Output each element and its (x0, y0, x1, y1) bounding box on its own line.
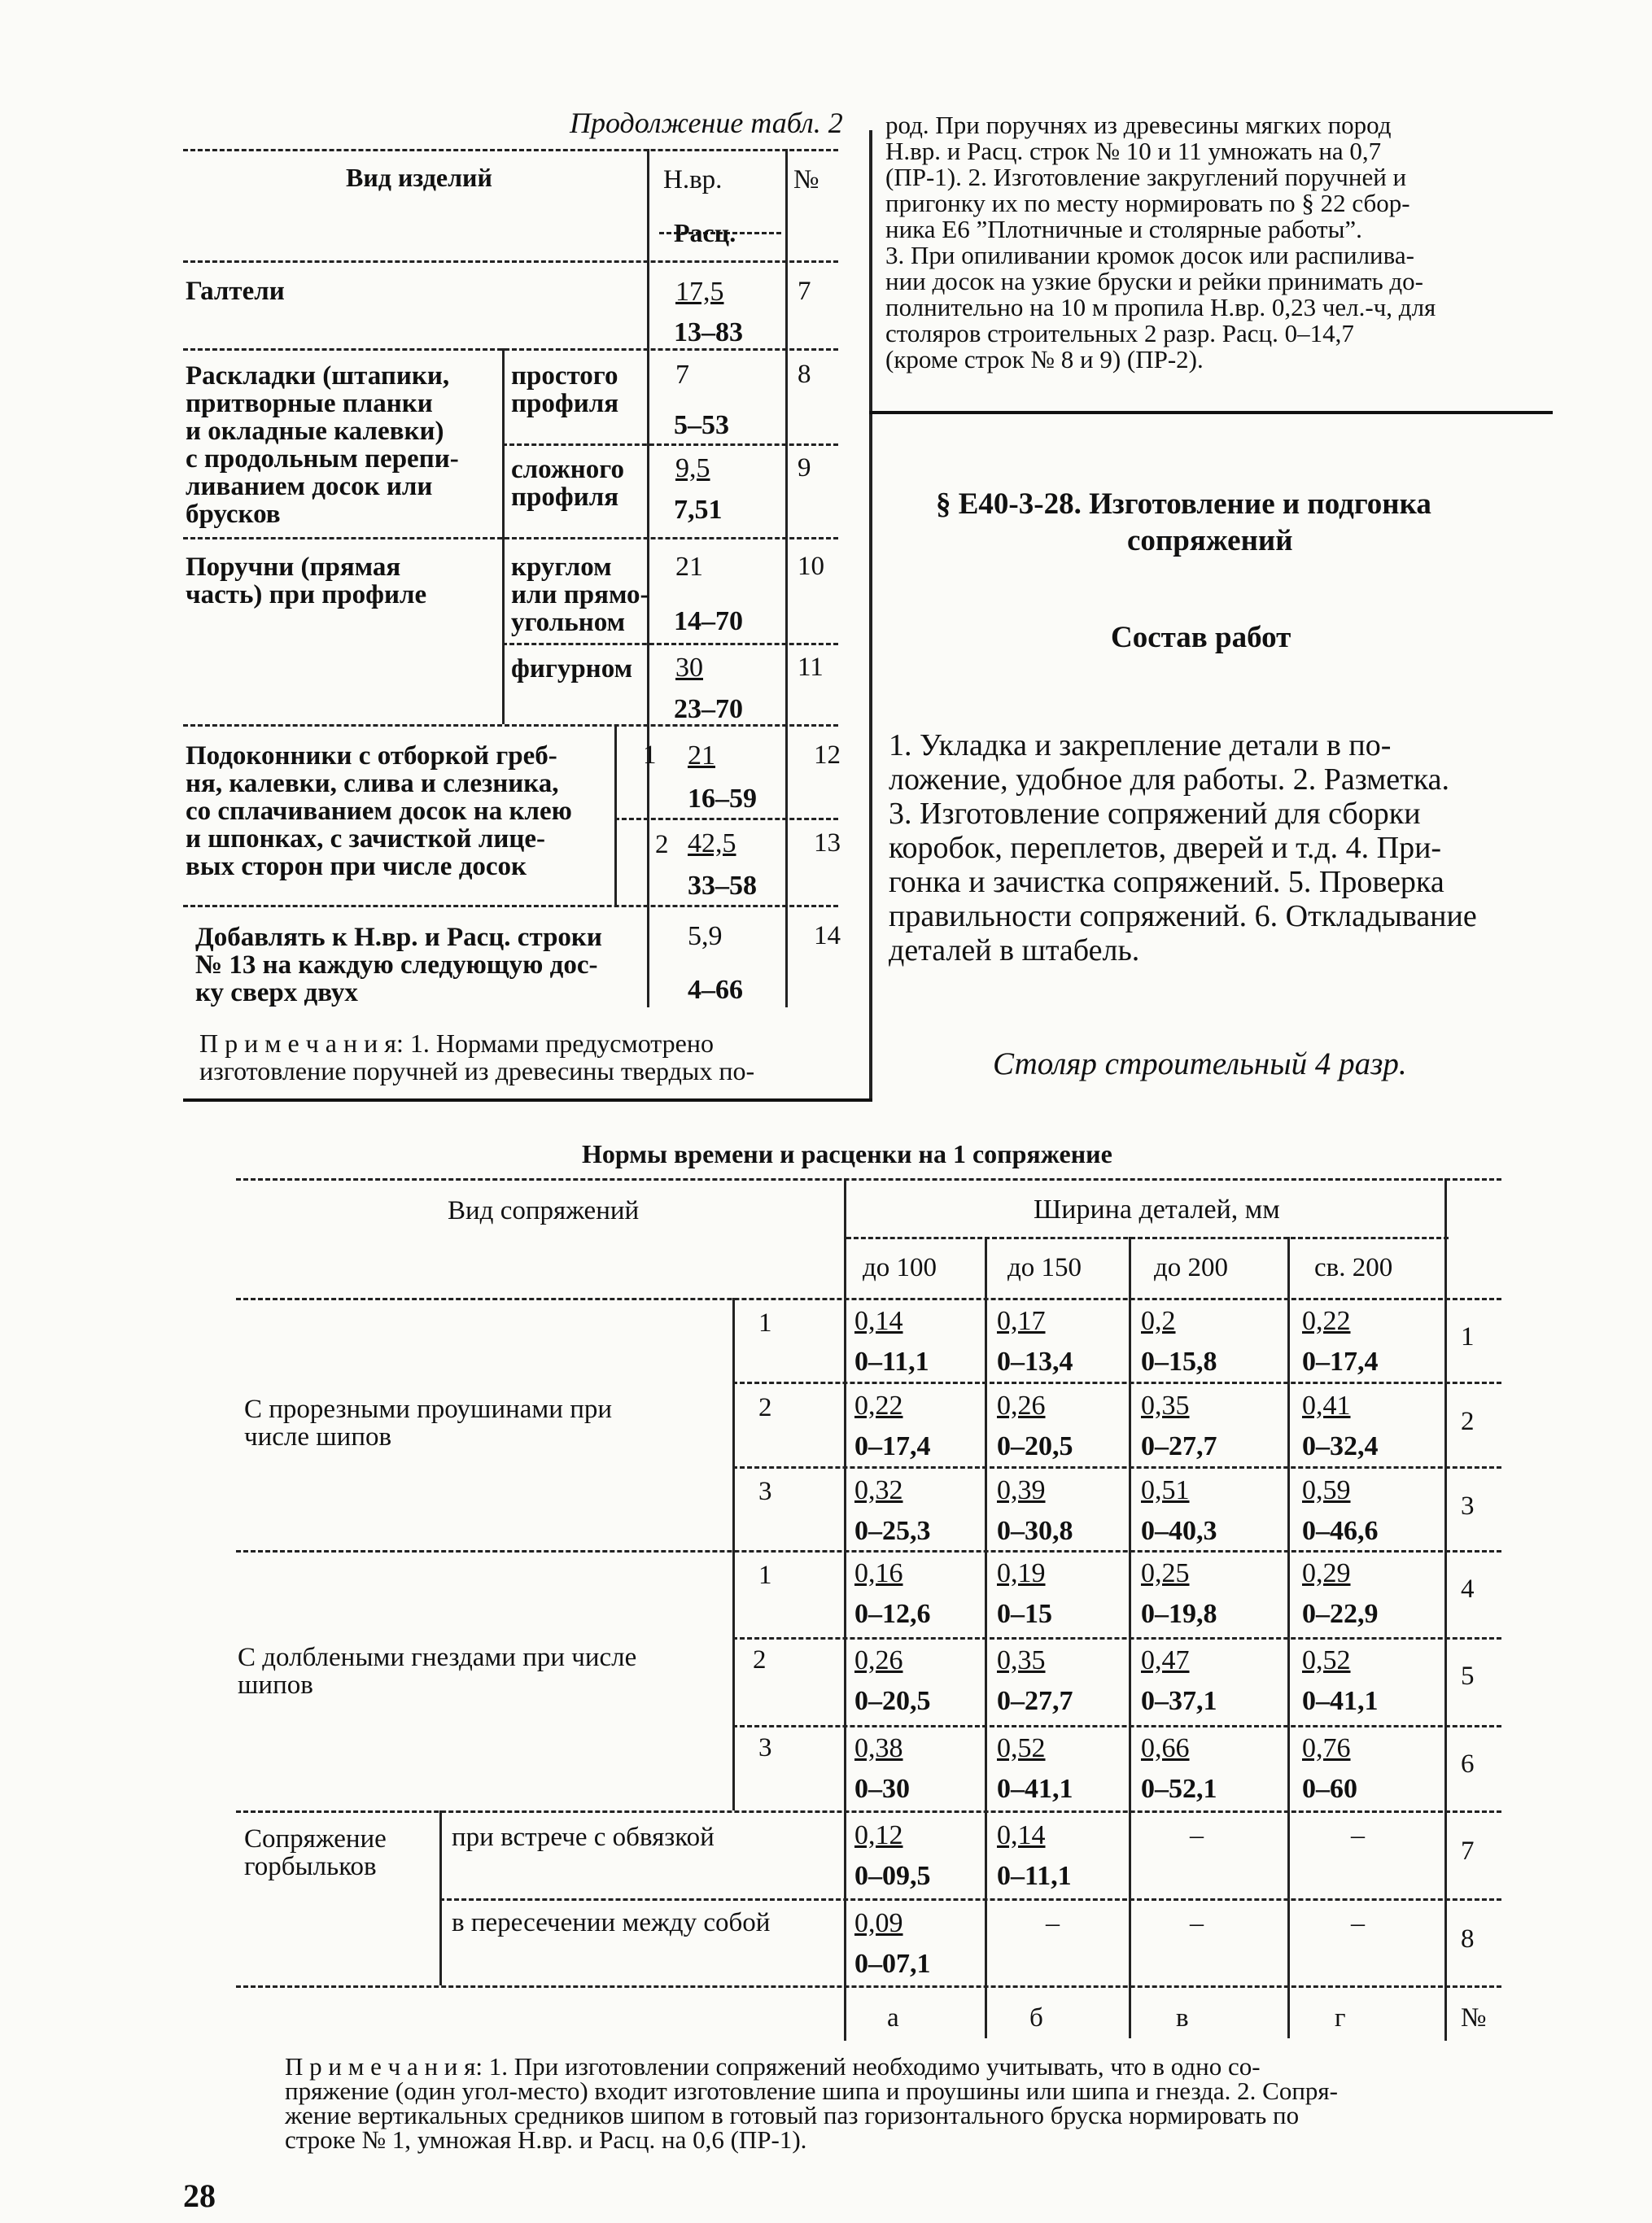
norm-time-value: 0,47 (1141, 1645, 1190, 1675)
row-num: 8 (798, 360, 811, 389)
norm-time-value: 0,26 (997, 1391, 1046, 1421)
norm-time-value: – (1190, 1908, 1204, 1938)
rate-value: 0–11,1 (854, 1347, 929, 1377)
norm-time-value: – (1046, 1908, 1060, 1938)
sub-num: 1 (758, 1561, 772, 1590)
rate-value: 0–20,5 (854, 1686, 931, 1716)
row-num: 12 (814, 740, 841, 770)
footer-letter: а (887, 2003, 899, 2033)
nvr-cell: 30 (675, 653, 703, 683)
rate-value: 0–09,5 (854, 1861, 931, 1891)
group-name: С прорезными проушинами при числе шипов (244, 1395, 613, 1452)
row-name: Галтели (186, 277, 285, 306)
rate-value: 0–12,6 (854, 1599, 931, 1629)
rasc-cell: 4–66 (688, 975, 743, 1005)
norm-time-value: 0,52 (1302, 1645, 1351, 1675)
norm-time-value: 0,76 (1302, 1733, 1351, 1763)
row-num: 10 (798, 552, 824, 581)
row-name: Подоконники с отборкой греб- ня, калевки, слива и слезника, со сплачиванием досок на клею и шпонках, с зачисткой лице- вых сторон при числе досок (186, 741, 572, 881)
norm-time-value: 0,38 (854, 1733, 903, 1763)
rate-value: 0–19,8 (1141, 1599, 1217, 1629)
rate-value: 0–17,4 (1302, 1347, 1379, 1377)
rasc-cell: 23–70 (674, 694, 743, 724)
gorb-name: Сопряжение горбыльков (244, 1824, 387, 1881)
row-sub: 2 (655, 830, 669, 859)
nvr-cell: 42,5 (688, 828, 736, 858)
norm-time-value: 0,22 (1302, 1306, 1351, 1336)
page-number: 28 (183, 2177, 216, 2214)
rate-value: 0–32,4 (1302, 1431, 1379, 1461)
norm-time-value: 0,2 (1141, 1306, 1176, 1336)
table-caption: Продолжение табл. 2 (570, 107, 843, 139)
nvr-cell: 7 (675, 360, 689, 390)
rasc-cell: 7,51 (674, 495, 723, 525)
top-notes: П р и м е ч а н и я: 1. Нормами предусмотрено изготовление поручней из древесины твердых по- (199, 1029, 755, 1085)
rasc-cell: 5–53 (674, 410, 729, 440)
rasc-cell: 14–70 (674, 606, 743, 636)
rate-value: 0–52,1 (1141, 1774, 1217, 1804)
row-number: 6 (1461, 1749, 1475, 1779)
rasc-cell: 16–59 (688, 784, 757, 814)
norm-time-value: 0,22 (854, 1391, 903, 1421)
bottom-title: Нормы времени и расценки на 1 сопряжение (582, 1139, 1112, 1168)
row-number: 5 (1461, 1662, 1475, 1691)
row-sub: 1 (643, 740, 657, 770)
row-name: Раскладки (штапики, притворные планки и окладные калевки) с продольным перепи- ливанием досок или брусков (186, 361, 459, 529)
sub-num: 3 (758, 1733, 772, 1762)
norm-time-value: 0,66 (1141, 1733, 1190, 1763)
norm-time-value: 0,12 (854, 1820, 903, 1850)
row-number: 1 (1461, 1322, 1475, 1352)
head-kind: Вид изделий (346, 163, 492, 192)
rate-value: 0–41,1 (997, 1774, 1073, 1804)
rate-value: 0–40,3 (1141, 1516, 1217, 1546)
norm-time-value: 0,32 (854, 1475, 903, 1505)
rasc-cell: 13–83 (674, 317, 743, 347)
col-head: до 200 (1154, 1253, 1229, 1282)
footer-letter: в (1176, 2003, 1189, 2033)
gorb-sub: в пересечении между собой (452, 1908, 771, 1937)
group-name: С долблеными гнездами при числе шипов (238, 1643, 637, 1700)
norm-time-value: 0,29 (1302, 1558, 1351, 1588)
sub-num: 1 (758, 1308, 772, 1338)
row-number: 8 (1461, 1924, 1475, 1954)
row-name: Добавлять к Н.вр. и Расц. строки № 13 на каждую следующую дос- ку сверх двух (195, 923, 602, 1007)
rate-value: 0–60 (1302, 1774, 1357, 1804)
rasc-cell: 33–58 (688, 871, 757, 901)
rate-value: 0–27,7 (1141, 1431, 1217, 1461)
row-number: 2 (1461, 1407, 1475, 1436)
rate-value: 0–41,1 (1302, 1686, 1379, 1716)
col-head: до 150 (1007, 1253, 1082, 1282)
norm-time-value: 0,14 (997, 1820, 1046, 1850)
row-sub: круглом или прямо- угольном (511, 552, 649, 637)
row-number: 3 (1461, 1491, 1475, 1521)
section-title: § Е40-3-28. Изготовление и подгонка (936, 487, 1431, 521)
rate-value: 0–22,9 (1302, 1599, 1379, 1629)
rate-value: 0–46,6 (1302, 1516, 1379, 1546)
norm-time-value: – (1190, 1820, 1204, 1850)
nvr-cell: 5,9 (688, 921, 723, 951)
footer-num: № (1461, 2003, 1487, 2033)
norm-time-value: 0,09 (854, 1908, 903, 1938)
norm-time-value: 0,25 (1141, 1558, 1190, 1588)
row-number: 4 (1461, 1574, 1475, 1604)
rate-value: 0–27,7 (997, 1686, 1073, 1716)
gorb-sub: при встрече с обвязкой (452, 1823, 715, 1852)
rate-value: 0–17,4 (854, 1431, 931, 1461)
rate-value: 0–30,8 (997, 1516, 1073, 1546)
row-sub: фигурном (511, 654, 633, 683)
notes-continued: род. При поручнях из древесины мягких пород Н.вр. и Расц. строк № 10 и 11 умножать на 0,7 (ПР-1). 2. Изготовление закруглений поручней и пригонку их по месту нормировать по § 22 сбор- ника Е6 ”Плотничные и столярные работы”. 3. При опиливании кромок досок или распилива- нии досок на узкие бруски и рейки принимать до- полнительно на 10 м пропила Н.вр. 0,23 чел.-ч, для столяров строительных 2 разр. Расц. 0–14,7 (кроме строк № 8 и 9) (ПР-2). (885, 111, 1436, 373)
row-number: 7 (1461, 1836, 1475, 1866)
nvr-cell: 9,5 (675, 453, 710, 483)
worker-grade: Столяр строительный 4 разр. (993, 1046, 1407, 1081)
row-sub: сложного профиля (511, 455, 624, 512)
norm-time-value: 0,51 (1141, 1475, 1190, 1505)
rate-value: 0–25,3 (854, 1516, 931, 1546)
head-num: № (793, 165, 819, 194)
norm-time-value: 0,35 (1141, 1391, 1190, 1421)
head-nvr: Н.вр. (663, 165, 723, 194)
norm-time-value: – (1351, 1820, 1365, 1850)
work-subtitle: Состав работ (1111, 621, 1291, 654)
nvr-cell: 21 (688, 740, 715, 771)
section-title-2: сопряжений (1127, 524, 1293, 557)
rate-value: 0–37,1 (1141, 1686, 1217, 1716)
nvr-cell: 17,5 (675, 277, 724, 307)
row-name: Поручни (прямая часть) при профиле (186, 552, 427, 609)
rate-value: 0–15 (997, 1599, 1052, 1629)
head-rasc: Расц. (674, 218, 736, 247)
norm-time-value: 0,52 (997, 1733, 1046, 1763)
head-kind: Вид сопряжений (448, 1196, 640, 1225)
rate-value: 0–20,5 (997, 1431, 1073, 1461)
norm-time-value: 0,14 (854, 1306, 903, 1336)
row-num: 13 (814, 828, 841, 858)
col-head: до 100 (863, 1253, 937, 1282)
nvr-cell: 21 (675, 552, 703, 582)
sub-num: 3 (758, 1477, 772, 1506)
rate-value: 0–15,8 (1141, 1347, 1217, 1377)
row-num: 7 (798, 277, 811, 306)
norm-time-value: 0,41 (1302, 1391, 1351, 1421)
norm-time-value: 0,59 (1302, 1475, 1351, 1505)
row-num: 11 (798, 653, 824, 682)
head-width: Ширина деталей, мм (1034, 1194, 1280, 1225)
rate-value: 0–13,4 (997, 1347, 1073, 1377)
norm-time-value: 0,19 (997, 1558, 1046, 1588)
norm-time-value: 0,26 (854, 1645, 903, 1675)
sub-num: 2 (758, 1393, 772, 1422)
row-num: 14 (814, 921, 841, 950)
norm-time-value: 0,17 (997, 1306, 1046, 1336)
norm-time-value: 0,16 (854, 1558, 903, 1588)
footer-letter: б (1029, 2003, 1043, 2033)
norm-time-value: 0,39 (997, 1475, 1046, 1505)
row-num: 9 (798, 453, 811, 483)
sub-num: 2 (753, 1645, 767, 1675)
norm-time-value: 0,35 (997, 1645, 1046, 1675)
work-list: 1. Укладка и закрепление детали в по- ложение, удобное для работы. 2. Разметка. 3. Изготовление сопряжений для сборки коробок, переплетов, дверей и т.д. 4. При- гонка и зачистка сопряжений. 5. Проверка правильности сопряжений. 6. Откладывание деталей в штабель. (889, 728, 1477, 967)
rate-value: 0–30 (854, 1774, 910, 1804)
rate-value: 0–07,1 (854, 1949, 931, 1979)
col-head: св. 200 (1314, 1253, 1393, 1282)
norm-time-value: – (1351, 1908, 1365, 1938)
rate-value: 0–11,1 (997, 1861, 1072, 1891)
footer-letter: г (1335, 2003, 1346, 2033)
row-sub: простого профиля (511, 361, 619, 418)
bottom-notes: П р и м е ч а н и я: 1. При изготовлении сопряжений необходимо учитывать, что в одно со- пряжение (один угол-место) входит изготовление шипа и проушины или шипа и гнезда. 2. Сопря- жение вертикальных средников шипом в готовый паз горизонтального бруска нормировать по строке № 1, умножая Н.вр. и Расц. на 0,6 (ПР-1). (285, 2052, 1339, 2154)
